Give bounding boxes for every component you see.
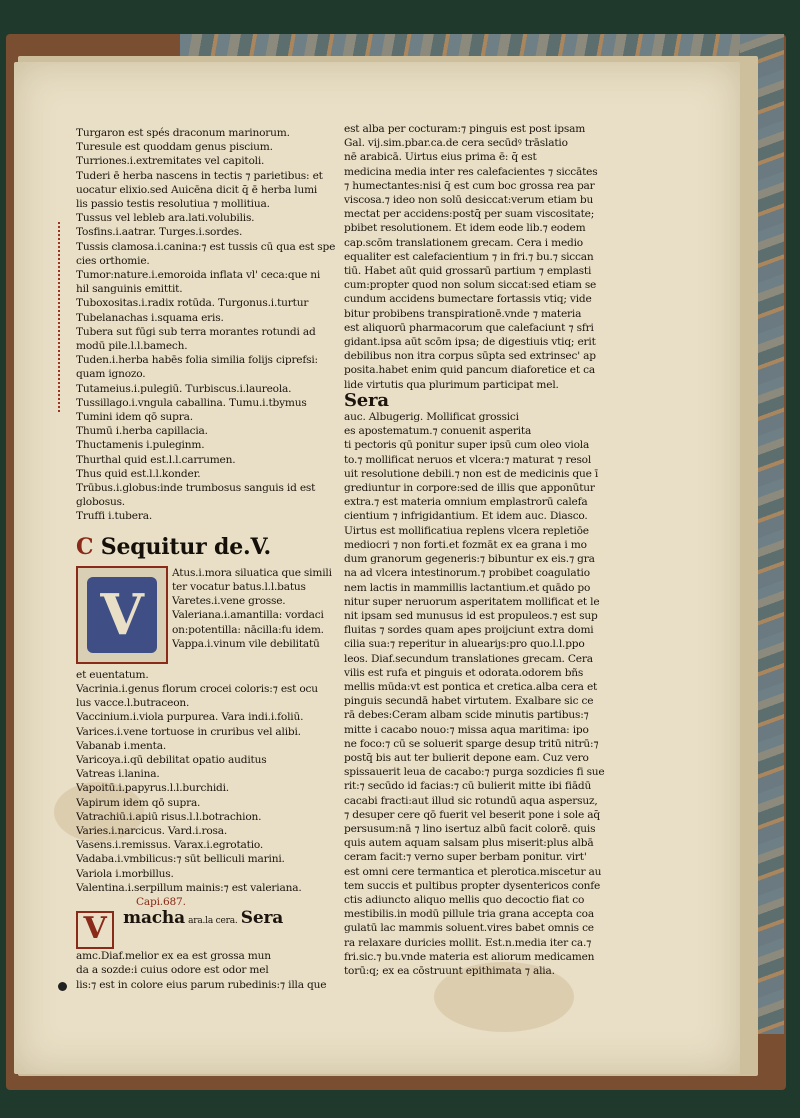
text-line: Thumū i.herba capillacia.: [76, 425, 208, 438]
text-line: Vatrachiū.i.apiū risus.l.l.botrachion.: [76, 810, 262, 823]
text-line: tiū. Habet aūt quid grossarū partium ⁊ emplasti: [344, 265, 592, 278]
text-line: on:potentilla: nācilla:fu idem.: [172, 623, 324, 636]
text-line: globosus.: [76, 496, 125, 509]
text-line: ctis adiuncto aliquo mellis quo decoctio fiat co: [344, 893, 585, 906]
text-line: da a sozde:i cuius odore est odor mel: [76, 964, 269, 977]
text-line: amc.Diaf.melior ex ea est grossa mun: [76, 950, 271, 963]
text-line: Tuderi ē herba nascens in tectis ⁊ parietibus: et: [76, 169, 323, 182]
text-line: uit resolutione debili.⁊ non est de medicinis que ī: [344, 467, 599, 480]
text-line: rā debes:Ceram albam scide minutis partibus:⁊: [344, 709, 589, 722]
text-line: grediuntur in corpore:sed de illis que apponūtur: [344, 482, 595, 495]
text-line: lide virtutis qua plurimum participat mel.: [344, 378, 559, 391]
right-column: [344, 122, 606, 978]
text-line: Vatreas i.lanina.: [76, 768, 160, 781]
text-line: Trūbus.i.globus:inde trumbosus sanguis id est: [76, 482, 316, 495]
text-line: est aliquorū pharmacorum que calefaciunt ⁊ sfri: [344, 321, 594, 334]
umacha-entry: [76, 908, 346, 949]
text-line: Thus quid est.l.l.konder.: [76, 467, 201, 480]
text-line: pbibet resolutionem. Et idem eode lib.⁊ eodem: [344, 222, 586, 235]
text-line: Tutameius.i.pulegiū. Turbiscus.i.laureola.: [76, 382, 292, 395]
initial-letter: V: [87, 577, 157, 653]
text-line: Uirtus est mollificatiua replens vlcera repletiōe: [344, 524, 589, 537]
text-line: Tubera sut fūgi sub terra morantes rotundi ad: [76, 325, 316, 338]
text-line: Variola i.morbillus.: [76, 867, 174, 880]
ink-spot: [58, 982, 67, 991]
heading-text: Sequitur de.V.: [100, 533, 271, 560]
text-line: fri.sic.⁊ bu.vnde materia est aliorum medicamen: [344, 950, 595, 963]
text-line: uocatur elixio.sed Auicēna dicit q̄ ē herba lumi: [76, 183, 318, 196]
text-line: postq̄ bis aut ter bulierit depone eam. Cuz vero: [344, 751, 589, 764]
text-line: cundum accidens bumectare fortassis vtiq; vide: [344, 293, 592, 306]
text-line: torū:q; ex ea cōstruunt epithimata ⁊ alia.: [344, 964, 555, 977]
text-line: Vasens.i.remissus. Varax.i.egrotatio.: [76, 839, 264, 852]
text-line: lis:⁊ est in colore eius parum rubedinis:⁊ illa que: [76, 978, 327, 991]
right-entries-a: [344, 122, 606, 392]
umacha-sera: Sera: [240, 908, 284, 929]
text-line: ra relaxare duricies mollit. Est.n.media iter ca.⁊: [344, 936, 592, 949]
text-line: Vappa.i.vinum vile debilitatū: [172, 637, 320, 650]
left-entries-bottom: [76, 668, 346, 895]
text-line: ceram facit:⁊ verno super berbam ponitur. virt': [344, 851, 587, 864]
text-line: posita.habet enim quid pancum diaforetice et ca: [344, 364, 595, 377]
paragraph-mark: C: [76, 533, 94, 560]
text-line: rit:⁊ secūdo id facias:⁊ cū bulierit mitte ibi fiādū: [344, 780, 592, 793]
text-line: est omni cere termantica et plerotica.miscetur au: [344, 865, 602, 878]
initial-lines: [172, 566, 352, 651]
text-line: auc. Albugerig. Mollificat grossici: [344, 411, 519, 424]
umacha-sub: ara.la cera.: [188, 916, 238, 927]
text-line: Vaccinium.i.viola purpurea. Vara indi.i.foliū.: [76, 711, 304, 724]
text-line: Tuden.i.herba habēs folia similia folijs ciprefsi:: [76, 354, 318, 367]
text-line: pinguis secundā habet virtutem. Exalbare sic ce: [344, 695, 594, 708]
text-line: Gal. vij.sim.pbar.ca.de cera secūdꝰ trāslatio: [344, 137, 568, 150]
text-line: nē arabicā. Uirtus eius prima ē: q̄ est: [344, 151, 537, 164]
left-column: [76, 126, 346, 992]
text-line: Vapoitū.i.papyrus.l.l.burchidi.: [76, 782, 229, 795]
text-line: quam ignozo.: [76, 368, 146, 381]
text-line: Tussis clamosa.i.canina:⁊ est tussis cū qua est spe: [76, 240, 336, 253]
text-line: gidant.ipsa aūt scōm ipsa; de digestiuis vtiq; erit: [344, 336, 596, 349]
text-line: Varicoya.i.qū debilitat opatio auditus: [76, 753, 267, 766]
text-line: et euentatum.: [76, 668, 149, 681]
section-heading: [76, 532, 346, 562]
text-line: lus vacce.l.butraceon.: [76, 697, 190, 710]
text-line: Tussillago.i.vngula caballina. Tumu.i.tbymus: [76, 396, 307, 409]
text-line: es apostematum.⁊ conuenit asperita: [344, 425, 532, 438]
text-line: extra.⁊ est materia omnium emplastrorū calefa: [344, 496, 588, 509]
text-line: dum granorum gegeneris:⁊ bibuntur ex eis.⁊ gra: [344, 553, 595, 566]
text-line: Tussus vel lebleb ara.lati.volubilis.: [76, 212, 255, 225]
text-line: Vacrinia.i.genus florum crocei coloris:⁊ est ocu: [76, 682, 318, 695]
text-line: cap.scōm translationem grecam. Cera i medio: [344, 236, 583, 249]
sera-word: Sera: [344, 389, 389, 411]
text-line: quis autem aquam salsam plus miserit:plus albā: [344, 837, 594, 850]
initial-block: [76, 566, 346, 668]
text-line: Valeriana.i.amantilla: vordaci: [172, 609, 324, 622]
left-entries-end: [76, 949, 346, 992]
text-line: mectat per accidens:postq̄ per suam viscositate;: [344, 208, 595, 221]
text-line: ti pectoris qū ponitur super ipsū cum oleo viola: [344, 439, 590, 452]
text-line: Atus.i.mora siluatica que simili: [172, 566, 332, 579]
text-line: spissauerit leua de cacabo:⁊ purga sozdicies fi sue: [344, 766, 605, 779]
text-line: cientium ⁊ infrigidantium. Et idem auc. Diasco.: [344, 510, 588, 523]
text-line: est alba per cocturam:⁊ pinguis est post ipsam: [344, 123, 586, 135]
text-line: mitte i cacabo nouo:⁊ missa aqua maritima: ipo: [344, 723, 589, 736]
text-line: cies orthomie.: [76, 254, 150, 267]
text-line: fluitas ⁊ sordes quam apes proijciunt extra domi: [344, 624, 594, 637]
text-line: cum:propter quod non solum siccat:sed etiam se: [344, 279, 597, 292]
text-line: to.⁊ mollificat neruos et vlcera:⁊ maturat ⁊ resol: [344, 453, 592, 466]
text-line: cacabi fracti:aut illud sic rotundū aqua aspersuz,: [344, 794, 598, 807]
text-line: nitur super neruorum asperitatem mollificat et le: [344, 595, 600, 608]
decorative-flourish: [58, 222, 82, 412]
text-line: modū pile.l.l.bamech.: [76, 340, 188, 353]
text-line: Varies.i.narcicus. Vard.i.rosa.: [76, 824, 228, 837]
text-line: debilibus non itra corpus sūpta sed extrinsec' ap: [344, 350, 596, 363]
text-line: gulatū lac mammis soluent.vires babet omnis ce: [344, 922, 594, 935]
text-line: tem succis et pultibus propter dysentericos confe: [344, 879, 601, 892]
umacha-word: macha: [123, 908, 185, 929]
text-line: Varetes.i.vene grosse.: [172, 595, 286, 608]
text-line: Valentina.i.serpillum mainis:⁊ est valeriana.: [76, 881, 302, 894]
text-line: Tumini idem qō supra.: [76, 411, 193, 424]
text-line: cilia sua:⁊ reperitur in alueariȷs:pro quo.l.l.ppo: [344, 638, 585, 651]
text-line: lis passio testis resolutiua ⁊ mollitiua.: [76, 198, 270, 211]
text-line: Tosfins.i.aatrar. Turges.i.sordes.: [76, 226, 243, 239]
sera-entry: [344, 389, 606, 411]
text-line: Tuboxositas.i.radix rotūda. Turgonus.i.turtur: [76, 297, 309, 310]
initial-u: V: [76, 911, 114, 949]
text-line: leos. Diaf.secundum translationes grecam. Cera: [344, 652, 593, 665]
text-line: ne foco:⁊ cū se soluerit sparge desup tritū nitrū:⁊: [344, 737, 599, 750]
text-line: equaliter est calefacientium ⁊ in fri.⁊ bu.⁊ siccan: [344, 250, 594, 263]
text-line: Turgaron est spés draconum marinorum.: [76, 127, 290, 139]
text-line: Turriones.i.extremitates vel capitoli.: [76, 155, 265, 168]
text-line: Thurthal quid est.l.l.carrumen.: [76, 453, 236, 466]
text-line: mediocri ⁊ non forti.et fozmāt ex ea grana i mo: [344, 538, 587, 551]
text-line: mellis mūda:vt est pontica et cretica.alba cera et: [344, 680, 598, 693]
text-line: Tumor:nature.i.emoroida inflata vl' ceca:que ni: [76, 269, 321, 282]
text-line: nem lactis in mammillis lactantium.et quādo po: [344, 581, 591, 594]
text-line: vilis est rufa et pinguis et odorata.odorem bñs: [344, 666, 584, 679]
left-entries-top: [76, 126, 346, 524]
manuscript-page: [14, 62, 740, 1074]
chapter-ref: Capi.687.: [136, 895, 186, 908]
text-line: medicina media inter res calefacientes ⁊ siccātes: [344, 165, 598, 178]
text-line: persusum:nā ⁊ lino isertuz albū facit colorē. quis: [344, 822, 596, 835]
illuminated-initial: [76, 566, 168, 664]
text-line: Tubelanachas i.squama eris.: [76, 311, 224, 324]
right-entries-b: [344, 410, 606, 978]
text-line: Thuctamenis i.puleginm.: [76, 439, 205, 452]
text-line: bitur probibens transpirationē.vnde ⁊ materia: [344, 307, 582, 320]
text-line: ⁊ desuper cere qō fuerit vel beserit pone i sole aq̄: [344, 808, 600, 821]
text-line: viscosa.⁊ ideo non solū desiccat:verum etiam bu: [344, 194, 594, 207]
text-line: na ad vlcera intestinorum.⁊ probibet coagulatio: [344, 567, 590, 580]
text-line: Vabanab i.menta.: [76, 739, 167, 752]
text-line: Truffi i.tubera.: [76, 510, 152, 523]
text-line: ter vocatur batus.l.l.batus: [172, 580, 306, 593]
text-line: Vadaba.i.vmbilicus:⁊ sūt belliculi marini.: [76, 853, 285, 866]
text-line: Turesule est quoddam genus piscium.: [76, 141, 273, 154]
text-line: Varices.i.vene tortuose in cruribus vel alibi.: [76, 725, 301, 738]
text-line: nit ipsam sed munusus id est propuleos.⁊ est sup: [344, 609, 598, 622]
text-line: mestibilis.in modū pillule tria grana accepta coa: [344, 908, 594, 921]
text-line: Vapirum idem qō supra.: [76, 796, 201, 809]
text-line: hil sanguinis emittit.: [76, 283, 183, 296]
text-line: ⁊ humectantes:nisi q̄ est cum boc grossa rea par: [344, 179, 595, 192]
